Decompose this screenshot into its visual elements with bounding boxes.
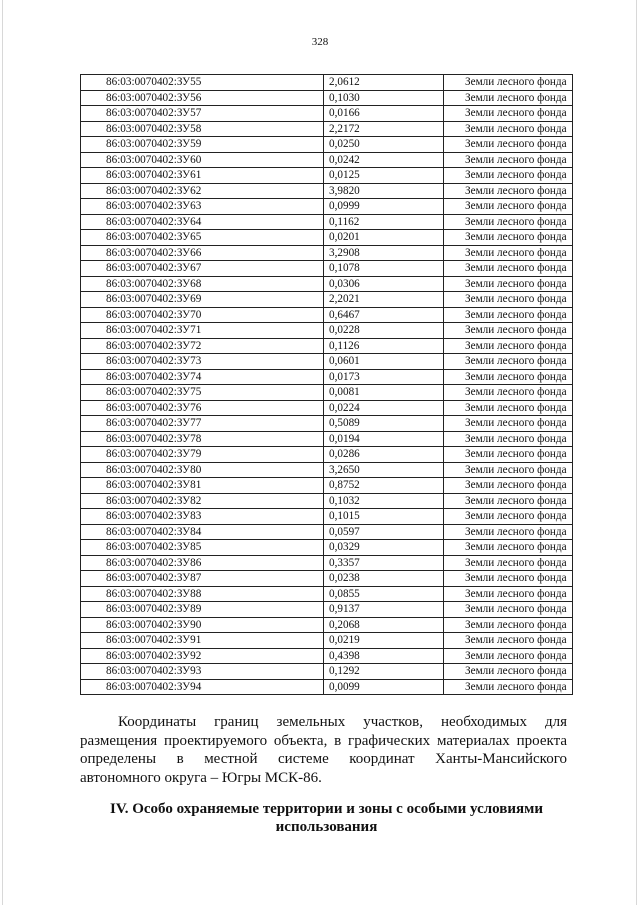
table-row — [81, 183, 573, 199]
parcel-area-cell: 0,8752 — [324, 478, 444, 494]
land-category-cell: Земли лесного фонда — [444, 617, 573, 633]
land-category-cell: Земли лесного фонда — [444, 400, 573, 416]
parcel-id-cell: 86:03:0070402:ЗУ91 — [81, 633, 324, 649]
land-category-cell: Земли лесного фонда — [444, 385, 573, 401]
table-row — [81, 540, 573, 556]
parcel-area-cell: 0,5089 — [324, 416, 444, 432]
land-category-cell: Земли лесного фонда — [444, 462, 573, 478]
table-row — [81, 214, 573, 230]
table-row — [81, 509, 573, 525]
table-row — [81, 524, 573, 540]
land-category-cell: Земли лесного фонда — [444, 137, 573, 153]
land-category-cell: Земли лесного фонда — [444, 152, 573, 168]
parcel-id-cell: 86:03:0070402:ЗУ72 — [81, 338, 324, 354]
land-category-cell: Земли лесного фонда — [444, 555, 573, 571]
parcel-id-cell: 86:03:0070402:ЗУ67 — [81, 261, 324, 277]
land-category-cell: Земли лесного фонда — [444, 447, 573, 463]
parcel-id-cell: 86:03:0070402:ЗУ89 — [81, 602, 324, 618]
parcel-area-cell: 0,0201 — [324, 230, 444, 246]
land-category-cell: Земли лесного фонда — [444, 416, 573, 432]
table-row — [81, 168, 573, 184]
parcels-table-body — [81, 75, 573, 695]
parcel-id-cell: 86:03:0070402:ЗУ76 — [81, 400, 324, 416]
land-category-cell: Земли лесного фонда — [444, 586, 573, 602]
parcel-id-cell: 86:03:0070402:ЗУ61 — [81, 168, 324, 184]
table-row — [81, 385, 573, 401]
land-category-cell: Земли лесного фонда — [444, 369, 573, 385]
parcel-id-cell: 86:03:0070402:ЗУ78 — [81, 431, 324, 447]
scan-edge-right — [636, 0, 637, 905]
land-category-cell: Земли лесного фонда — [444, 276, 573, 292]
parcel-area-cell: 0,1162 — [324, 214, 444, 230]
parcel-id-cell: 86:03:0070402:ЗУ90 — [81, 617, 324, 633]
table-row — [81, 447, 573, 463]
parcel-area-cell: 0,1126 — [324, 338, 444, 354]
coordinates-paragraph: Координаты границ земельных участков, необходимых для размещения проектируемого объекта, в графических материалах проекта определены в местной системе координат Ханты-Мансийского автономного округа – Югры МСК-86. — [80, 714, 567, 786]
table-row — [81, 648, 573, 664]
table-row — [81, 261, 573, 277]
parcel-area-cell: 0,6467 — [324, 307, 444, 323]
table-row — [81, 416, 573, 432]
parcel-area-cell: 0,3357 — [324, 555, 444, 571]
parcel-area-cell: 0,0238 — [324, 571, 444, 587]
parcel-area-cell: 2,2172 — [324, 121, 444, 137]
table-row — [81, 199, 573, 215]
table-row — [81, 106, 573, 122]
parcel-area-cell: 0,0999 — [324, 199, 444, 215]
land-category-cell: Земли лесного фонда — [444, 664, 573, 680]
table-row — [81, 230, 573, 246]
parcel-area-cell: 0,0329 — [324, 540, 444, 556]
parcel-area-cell: 0,1015 — [324, 509, 444, 525]
parcel-area-cell: 0,0597 — [324, 524, 444, 540]
parcel-id-cell: 86:03:0070402:ЗУ79 — [81, 447, 324, 463]
parcel-area-cell: 0,0081 — [324, 385, 444, 401]
table-row — [81, 75, 573, 91]
land-category-cell: Земли лесного фонда — [444, 571, 573, 587]
land-category-cell: Земли лесного фонда — [444, 509, 573, 525]
parcel-id-cell: 86:03:0070402:ЗУ75 — [81, 385, 324, 401]
parcels-table — [80, 74, 573, 695]
parcel-area-cell: 0,0242 — [324, 152, 444, 168]
parcel-area-cell: 0,0125 — [324, 168, 444, 184]
section-title-line-2: использования — [275, 819, 378, 835]
parcel-area-cell: 0,1032 — [324, 493, 444, 509]
parcel-area-cell: 0,0099 — [324, 679, 444, 695]
parcel-id-cell: 86:03:0070402:ЗУ71 — [81, 323, 324, 339]
table-row — [81, 137, 573, 153]
land-category-cell: Земли лесного фонда — [444, 292, 573, 308]
parcel-id-cell: 86:03:0070402:ЗУ73 — [81, 354, 324, 370]
table-row — [81, 121, 573, 137]
table-row — [81, 664, 573, 680]
parcel-id-cell: 86:03:0070402:ЗУ59 — [81, 137, 324, 153]
parcel-id-cell: 86:03:0070402:ЗУ81 — [81, 478, 324, 494]
table-row — [81, 245, 573, 261]
parcel-area-cell: 0,0194 — [324, 431, 444, 447]
parcel-area-cell: 0,0228 — [324, 323, 444, 339]
section-title-line-1: IV. Особо охраняемые территории и зоны с особыми условиями — [109, 801, 543, 817]
table-row — [81, 152, 573, 168]
land-category-cell: Земли лесного фонда — [444, 679, 573, 695]
land-category-cell: Земли лесного фонда — [444, 183, 573, 199]
land-category-cell: Земли лесного фонда — [444, 431, 573, 447]
table-row — [81, 276, 573, 292]
parcel-id-cell: 86:03:0070402:ЗУ60 — [81, 152, 324, 168]
land-category-cell: Земли лесного фонда — [444, 633, 573, 649]
parcel-id-cell: 86:03:0070402:ЗУ84 — [81, 524, 324, 540]
table-row — [81, 292, 573, 308]
land-category-cell: Земли лесного фонда — [444, 106, 573, 122]
parcel-id-cell: 86:03:0070402:ЗУ87 — [81, 571, 324, 587]
parcel-area-cell: 3,9820 — [324, 183, 444, 199]
parcel-area-cell: 0,0601 — [324, 354, 444, 370]
table-row — [81, 338, 573, 354]
land-category-cell: Земли лесного фонда — [444, 602, 573, 618]
page-number: 328 — [311, 36, 329, 48]
parcel-area-cell: 0,0286 — [324, 447, 444, 463]
parcel-id-cell: 86:03:0070402:ЗУ82 — [81, 493, 324, 509]
parcel-id-cell: 86:03:0070402:ЗУ56 — [81, 90, 324, 106]
land-category-cell: Земли лесного фонда — [444, 524, 573, 540]
parcel-area-cell: 0,0224 — [324, 400, 444, 416]
table-row — [81, 571, 573, 587]
table-row — [81, 323, 573, 339]
parcel-id-cell: 86:03:0070402:ЗУ55 — [81, 75, 324, 91]
parcel-id-cell: 86:03:0070402:ЗУ63 — [81, 199, 324, 215]
land-category-cell: Земли лесного фонда — [444, 307, 573, 323]
parcel-area-cell: 0,1078 — [324, 261, 444, 277]
parcel-id-cell: 86:03:0070402:ЗУ70 — [81, 307, 324, 323]
land-category-cell: Земли лесного фонда — [444, 168, 573, 184]
parcel-area-cell: 0,0306 — [324, 276, 444, 292]
table-row — [81, 431, 573, 447]
parcel-area-cell: 0,2068 — [324, 617, 444, 633]
table-row — [81, 354, 573, 370]
parcel-id-cell: 86:03:0070402:ЗУ85 — [81, 540, 324, 556]
table-row — [81, 493, 573, 509]
parcel-id-cell: 86:03:0070402:ЗУ77 — [81, 416, 324, 432]
parcel-area-cell: 2,0612 — [324, 75, 444, 91]
land-category-cell: Земли лесного фонда — [444, 540, 573, 556]
parcel-id-cell: 86:03:0070402:ЗУ66 — [81, 245, 324, 261]
table-row — [81, 369, 573, 385]
parcel-area-cell: 3,2650 — [324, 462, 444, 478]
table-row — [81, 478, 573, 494]
table-row — [81, 462, 573, 478]
parcel-area-cell: 0,1030 — [324, 90, 444, 106]
land-category-cell: Земли лесного фонда — [444, 338, 573, 354]
parcel-area-cell: 0,9137 — [324, 602, 444, 618]
parcel-id-cell: 86:03:0070402:ЗУ64 — [81, 214, 324, 230]
land-category-cell: Земли лесного фонда — [444, 230, 573, 246]
parcel-id-cell: 86:03:0070402:ЗУ69 — [81, 292, 324, 308]
table-row — [81, 602, 573, 618]
parcel-area-cell: 0,0219 — [324, 633, 444, 649]
land-category-cell: Земли лесного фонда — [444, 493, 573, 509]
parcel-area-cell: 0,0855 — [324, 586, 444, 602]
parcel-id-cell: 86:03:0070402:ЗУ68 — [81, 276, 324, 292]
land-category-cell: Земли лесного фонда — [444, 261, 573, 277]
parcel-area-cell: 0,0173 — [324, 369, 444, 385]
table-row — [81, 400, 573, 416]
parcel-id-cell: 86:03:0070402:ЗУ74 — [81, 369, 324, 385]
parcel-area-cell: 0,1292 — [324, 664, 444, 680]
land-category-cell: Земли лесного фонда — [444, 354, 573, 370]
table-row — [81, 679, 573, 695]
land-category-cell: Земли лесного фонда — [444, 478, 573, 494]
parcel-area-cell: 0,4398 — [324, 648, 444, 664]
land-category-cell: Земли лесного фонда — [444, 121, 573, 137]
parcel-id-cell: 86:03:0070402:ЗУ94 — [81, 679, 324, 695]
parcel-area-cell: 0,0166 — [324, 106, 444, 122]
parcel-id-cell: 86:03:0070402:ЗУ62 — [81, 183, 324, 199]
table-row — [81, 617, 573, 633]
parcel-id-cell: 86:03:0070402:ЗУ83 — [81, 509, 324, 525]
parcel-id-cell: 86:03:0070402:ЗУ93 — [81, 664, 324, 680]
parcel-area-cell: 3,2908 — [324, 245, 444, 261]
land-category-cell: Земли лесного фонда — [444, 90, 573, 106]
parcel-area-cell: 0,0250 — [324, 137, 444, 153]
table-row — [81, 307, 573, 323]
table-row — [81, 586, 573, 602]
table-row — [81, 90, 573, 106]
land-category-cell: Земли лесного фонда — [444, 648, 573, 664]
parcel-id-cell: 86:03:0070402:ЗУ58 — [81, 121, 324, 137]
parcel-id-cell: 86:03:0070402:ЗУ88 — [81, 586, 324, 602]
land-category-cell: Земли лесного фонда — [444, 75, 573, 91]
table-row — [81, 633, 573, 649]
parcel-id-cell: 86:03:0070402:ЗУ80 — [81, 462, 324, 478]
land-category-cell: Земли лесного фонда — [444, 214, 573, 230]
parcel-id-cell: 86:03:0070402:ЗУ65 — [81, 230, 324, 246]
parcel-area-cell: 2,2021 — [324, 292, 444, 308]
section-title — [80, 800, 573, 836]
parcel-id-cell: 86:03:0070402:ЗУ86 — [81, 555, 324, 571]
parcel-id-cell: 86:03:0070402:ЗУ57 — [81, 106, 324, 122]
scan-edge-left — [2, 0, 3, 905]
land-category-cell: Земли лесного фонда — [444, 199, 573, 215]
parcel-id-cell: 86:03:0070402:ЗУ92 — [81, 648, 324, 664]
land-category-cell: Земли лесного фонда — [444, 323, 573, 339]
land-category-cell: Земли лесного фонда — [444, 245, 573, 261]
table-row — [81, 555, 573, 571]
